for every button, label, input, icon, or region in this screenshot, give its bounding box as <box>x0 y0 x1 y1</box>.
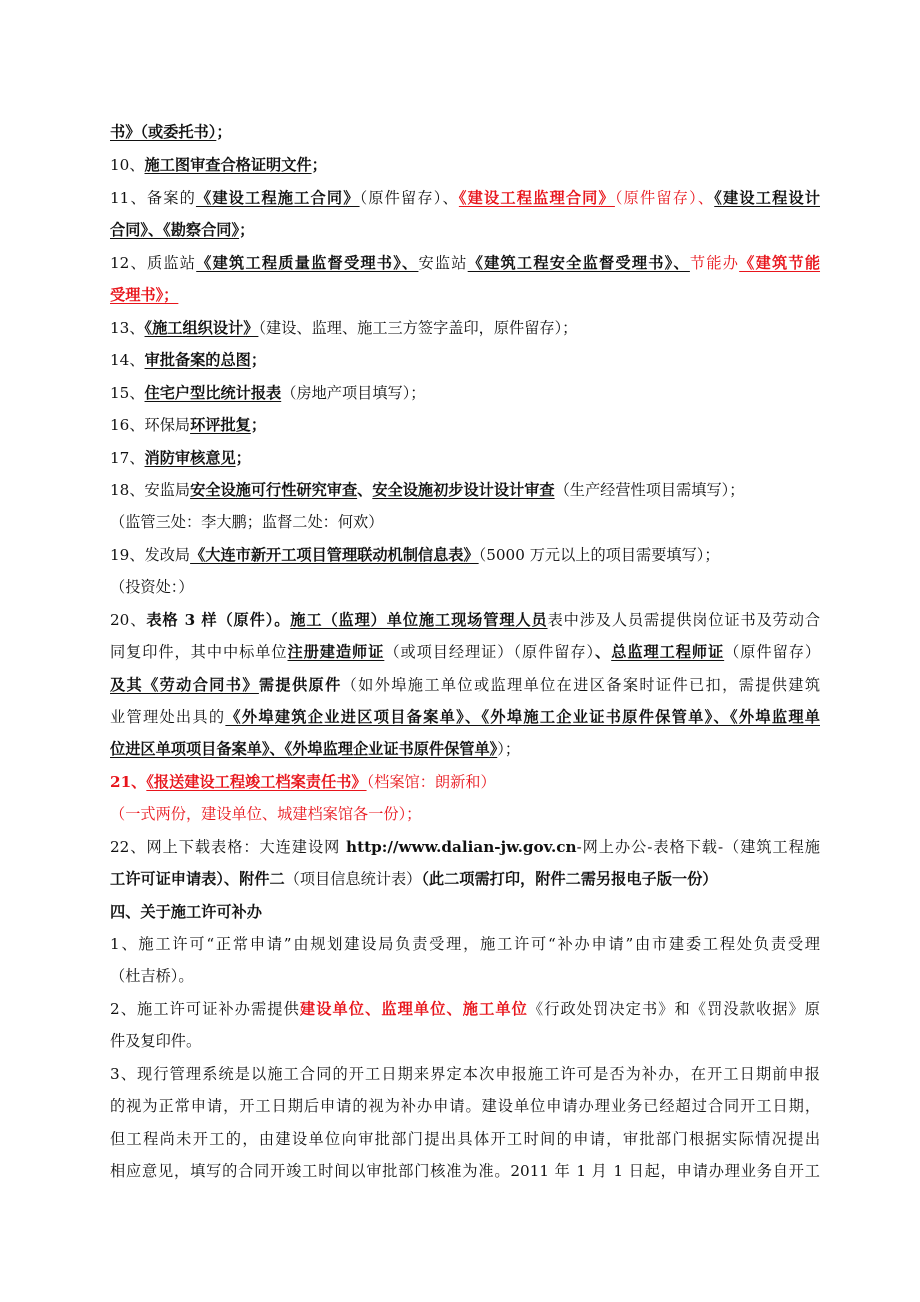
line-3 <box>110 188 820 208</box>
text-segment: ； <box>250 416 267 434</box>
text-segment: 20、 <box>110 611 147 629</box>
line-2 <box>110 155 820 175</box>
text-segment: 位进区单项项目备案单》、《外埠监理企业证书原件保管单》 <box>110 740 498 758</box>
text-segment: （或项目经理证）（原件留存） <box>384 643 596 661</box>
text-segment: 受理书》； <box>110 286 179 304</box>
line-29 <box>110 1031 820 1051</box>
text-segment: 16、环保局 <box>110 416 191 434</box>
text-segment: 需提供原件 <box>258 676 342 694</box>
line-13 <box>110 512 820 532</box>
text-segment: 表中涉及人员需提供岗位证书及劳动合 <box>547 611 821 629</box>
text-segment: http://www.dalian-jw.gov.cn <box>346 838 577 856</box>
text-segment: （房地产项目填写）； <box>281 384 426 402</box>
text-segment: （建设、监理、施工三方签字盖印，原件留存）； <box>258 319 578 337</box>
line-12 <box>110 480 820 500</box>
text-segment: 《建设工程监理合同》 <box>458 189 615 207</box>
text-segment: 四、关于施工许可补办 <box>110 903 262 921</box>
text-segment: （一式两份，建设单位、城建档案馆各一份）； <box>110 805 422 823</box>
text-segment: 的视为正常申请，开工日期后申请的视为补办申请。建设单位申请办理业务已经超过合同开工日期， <box>110 1097 820 1115</box>
text-segment: 《大连市新开工项目管理联动机制信息表》 <box>190 546 479 564</box>
line-22 <box>110 804 820 824</box>
text-segment: 2、施工许可证补办需提供 <box>110 1000 300 1018</box>
text-segment: 《建设工程施工合同》 <box>195 189 360 207</box>
text-segment: 安监站 <box>418 254 468 272</box>
text-segment: 《建筑节能 <box>739 254 821 272</box>
text-segment: 13、 <box>110 319 145 337</box>
line-6 <box>110 285 820 305</box>
text-segment: 《建筑工程安全监督受理书》、 <box>467 254 690 272</box>
text-segment: 审批备案的总图 <box>144 351 251 369</box>
text-segment: 《建设工程设计 <box>714 189 820 207</box>
line-17 <box>110 642 820 662</box>
text-segment: （生产经营性项目需填写）； <box>554 481 745 499</box>
text-segment: -网上办公-表格下载-（建筑工程施 <box>576 838 820 856</box>
text-segment: 1、施工许可“正常申请”由规划建设局负责受理，施工许可“补办申请”由市建委工程处负责受理 <box>110 935 820 953</box>
text-segment: 消防审核意见 <box>144 449 236 467</box>
text-segment: 《建筑工程质量监督受理书》、 <box>196 254 419 272</box>
line-33 <box>110 1161 820 1181</box>
text-segment: 施工（监理）单位施工现场管理人员 <box>290 611 548 629</box>
text-segment: （原件留存）、 <box>359 189 459 207</box>
text-segment: 安全设施初步设计设计审查 <box>372 481 555 499</box>
text-segment: 11、备案的 <box>110 189 196 207</box>
text-segment: （投资处：） <box>110 578 194 596</box>
text-segment: 17、 <box>110 449 145 467</box>
line-23 <box>110 837 820 857</box>
text-segment: （监管三处：李大鹏；监督二处：何欢） <box>110 513 384 531</box>
line-21 <box>110 772 820 792</box>
text-segment: 节能办 <box>689 254 740 272</box>
text-segment: ； <box>239 221 255 239</box>
line-11 <box>110 448 820 468</box>
text-segment: 19、发改局 <box>110 546 191 564</box>
text-segment: ； <box>235 449 251 467</box>
line-30 <box>110 1064 820 1084</box>
text-segment: 、附件二 <box>223 870 285 888</box>
text-segment: 《施工组织设计》 <box>144 319 259 337</box>
text-segment: 但工程尚未开工的，由建设单位向审批部门提出具体开工时间的申请，审批部门根据实际情况提出 <box>110 1130 820 1148</box>
text-segment: 件及复印件。 <box>110 1032 202 1050</box>
line-4 <box>110 220 820 240</box>
line-28 <box>110 999 820 1019</box>
text-segment: 注册建造师证 <box>287 643 385 661</box>
line-20 <box>110 739 820 759</box>
text-segment: 14、 <box>110 351 145 369</box>
line-9 <box>110 383 820 403</box>
line-31 <box>110 1096 820 1116</box>
line-19 <box>110 707 820 727</box>
text-segment: 书》（或委托书） <box>110 123 217 141</box>
text-segment: （原件留存）、 <box>614 189 715 207</box>
text-segment: 表格 3 样（原件）。 <box>146 611 291 629</box>
text-segment: ； <box>311 156 327 174</box>
line-14 <box>110 545 820 565</box>
line-1 <box>110 122 820 142</box>
text-segment: 同复印件，其中中标单位 <box>110 643 288 661</box>
text-segment: （如外埠施工单位或监理单位在进区备案时证件已扣，需提供建筑 <box>341 676 821 694</box>
text-segment: （项目信息统计表） <box>284 870 422 888</box>
text-segment: 《外埠建筑企业进区项目备案单》、《外埠施工企业证书原件保管单》、《外埠监理单 <box>225 708 820 726</box>
text-segment: 3、现行管理系统是以施工合同的开工日期来界定本次申报施工许可是否为补办，在开工日期前申报 <box>110 1065 820 1083</box>
text-segment: 施工图审查合格证明文件 <box>144 156 312 174</box>
text-segment: 合同》、《勘察合同》 <box>110 221 240 239</box>
line-7 <box>110 318 820 338</box>
text-segment: 《报送建设工程竣工档案责任书》 <box>146 773 367 791</box>
text-segment: 、 <box>595 643 612 661</box>
text-segment: 、 <box>357 481 373 499</box>
text-segment: 业管理处出具的 <box>110 708 226 726</box>
text-segment: ； <box>216 123 232 141</box>
text-segment: （原件留存） <box>724 643 821 661</box>
text-segment: 工许可证申请表） <box>110 870 224 888</box>
text-segment: 及其《劳动合同书》 <box>110 676 259 694</box>
text-segment: 21、 <box>110 773 147 791</box>
text-segment: （杜吉桥）。 <box>110 967 194 985</box>
text-segment: 相应意见，填写的合同开竣工时间以审批部门核准为准。2011 年 1 月 1 日起，申请办理业务自开工 <box>110 1162 820 1180</box>
text-segment: 总监理工程师证 <box>611 643 725 661</box>
line-26 <box>110 934 820 954</box>
text-segment: 12、质监站 <box>110 254 197 272</box>
text-segment: 《行政处罚决定书》和《罚没款收据》原 <box>527 1000 820 1018</box>
text-segment: 10、 <box>110 156 145 174</box>
line-16 <box>110 610 820 630</box>
text-segment: （档案馆：朗新和） <box>366 773 496 791</box>
line-15 <box>110 577 820 597</box>
text-segment: 15、 <box>110 384 145 402</box>
text-segment: 18、安监局 <box>110 481 191 499</box>
line-18 <box>110 675 820 695</box>
line-5 <box>110 253 820 273</box>
line-24 <box>110 869 820 889</box>
text-segment: 建设单位、监理单位、施工单位 <box>299 1000 528 1018</box>
text-segment: 住宅户型比统计报表 <box>144 384 282 402</box>
text-segment: ）； <box>497 740 521 758</box>
text-segment: （此二项需打印，附件二需另报电子版一份） <box>421 870 718 888</box>
text-segment: 环评批复 <box>190 416 251 434</box>
section-heading <box>110 902 820 922</box>
line-8 <box>110 350 820 370</box>
text-segment: 安全设施可行性研究审查 <box>190 481 358 499</box>
text-segment: 22、网上下载表格：大连建设网 <box>110 838 347 856</box>
text-segment: ； <box>250 351 267 369</box>
line-27 <box>110 966 820 986</box>
text-segment: （5000 万元以上的项目需要填写）； <box>478 546 720 564</box>
line-32 <box>110 1129 820 1149</box>
line-10 <box>110 415 820 435</box>
